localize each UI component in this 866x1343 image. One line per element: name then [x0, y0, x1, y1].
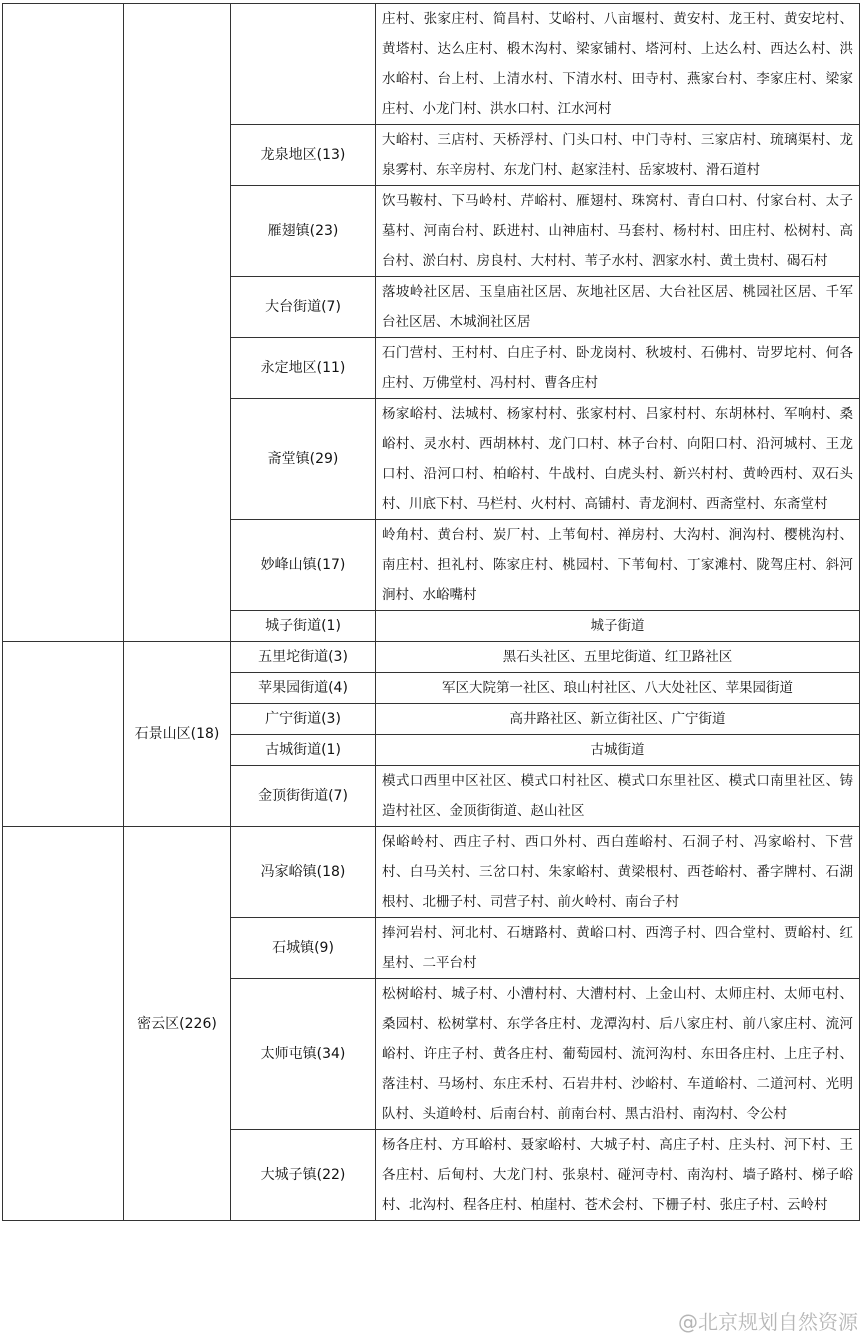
town-name: 太师屯镇(34)	[231, 979, 376, 1130]
village-list: 保峪岭村、西庄子村、西口外村、西白莲峪村、石洞子村、冯家峪村、下营村、白马关村、三岔口村、朱家峪村、黄梁根村、西苍峪村、番字牌村、石湖根村、北栅子村、司营子村、前火岭村、南台子村	[376, 827, 860, 918]
table-row	[3, 642, 860, 673]
village-list: 庄村、张家庄村、简昌村、艾峪村、八亩堰村、黄安村、龙王村、黄安坨村、黄塔村、达么庄村、椴木沟村、梁家铺村、塔河村、上达么村、西达么村、洪水峪村、台上村、上清水村、下清水村、田寺村、燕家台村、李家庄村、梁家庄村、小龙门村、洪水口村、江水河村	[376, 4, 860, 125]
village-list: 岭角村、黄台村、炭厂村、上苇甸村、禅房村、大沟村、涧沟村、樱桃沟村、南庄村、担礼村、陈家庄村、桃园村、下苇甸村、丁家滩村、陇驾庄村、斜河涧村、水峪嘴村	[376, 520, 860, 611]
town-name: 冯家峪镇(18)	[231, 827, 376, 918]
village-list: 落坡岭社区居、玉皇庙社区居、灰地社区居、大台社区居、桃园社区居、千军台社区居、木城涧社区居	[376, 277, 860, 338]
district-name: 石景山区(18)	[124, 642, 231, 827]
village-list: 大峪村、三店村、天桥浮村、门头口村、中门寺村、三家店村、琉璃渠村、龙泉雾村、东辛房村、东龙门村、赵家洼村、岳家坡村、滑石道村	[376, 125, 860, 186]
village-list: 杨家峪村、法城村、杨家村村、张家村村、吕家村村、东胡林村、军响村、桑峪村、灵水村、西胡林村、龙门口村、林子台村、向阳口村、沿河城村、王龙口村、沿河口村、柏峪村、牛战村、白虎头村、新兴村村、黄岭西村、双石头村、川底下村、马栏村、火村村、高铺村、青龙涧村、西斋堂村、东斋堂村	[376, 399, 860, 520]
district-cell-blank	[124, 4, 231, 642]
town-name: 五里坨街道(3)	[231, 642, 376, 673]
town-name: 大台街道(7)	[231, 277, 376, 338]
village-list: 古城街道	[376, 735, 860, 766]
town-name: 妙峰山镇(17)	[231, 520, 376, 611]
town-name: 龙泉地区(13)	[231, 125, 376, 186]
village-table	[2, 3, 860, 1221]
village-list: 城子街道	[376, 611, 860, 642]
town-name: 金顶街街道(7)	[231, 766, 376, 827]
village-list: 黑石头社区、五里坨街道、红卫路社区	[376, 642, 860, 673]
town-name: 古城街道(1)	[231, 735, 376, 766]
district-cell-blank	[3, 642, 124, 827]
village-list: 杨各庄村、方耳峪村、聂家峪村、大城子村、高庄子村、庄头村、河下村、王各庄村、后甸村、大龙门村、张泉村、碰河寺村、南沟村、墙子路村、梯子峪村、北沟村、程各庄村、柏崖村、苍术会村、下栅子村、张庄子村、云岭村	[376, 1130, 860, 1221]
table-row	[3, 827, 860, 918]
village-list: 军区大院第一社区、琅山村社区、八大处社区、苹果园街道	[376, 673, 860, 704]
town-name: 石城镇(9)	[231, 918, 376, 979]
watermark: @北京规划自然资源	[678, 1310, 858, 1334]
town-name: 广宁街道(3)	[231, 704, 376, 735]
town-name: 大城子镇(22)	[231, 1130, 376, 1221]
village-list: 模式口西里中区社区、模式口村社区、模式口东里社区、模式口南里社区、铸造村社区、金顶街街道、赵山社区	[376, 766, 860, 827]
table-row	[3, 4, 860, 125]
town-name: 城子街道(1)	[231, 611, 376, 642]
town-name: 苹果园街道(4)	[231, 673, 376, 704]
town-name: 雁翅镇(23)	[231, 186, 376, 277]
town-name: 斋堂镇(29)	[231, 399, 376, 520]
district-cell-blank	[3, 827, 124, 1221]
village-list: 石门营村、王村村、白庄子村、卧龙岗村、秋坡村、石佛村、岢罗坨村、何各庄村、万佛堂村、冯村村、曹各庄村	[376, 338, 860, 399]
village-list: 饮马鞍村、下马岭村、芹峪村、雁翅村、珠窝村、青白口村、付家台村、太子墓村、河南台村、跃进村、山神庙村、马套村、杨村村、田庄村、松树村、高台村、淤白村、房良村、大村村、苇子水村、泗家水村、黄土贵村、碣石村	[376, 186, 860, 277]
district-name: 密云区(226)	[124, 827, 231, 1221]
village-list: 高井路社区、新立街社区、广宁街道	[376, 704, 860, 735]
village-list: 捧河岩村、河北村、石塘路村、黄峪口村、西湾子村、四合堂村、贾峪村、红星村、二平台村	[376, 918, 860, 979]
town-name	[231, 4, 376, 125]
district-cell-blank	[3, 4, 124, 642]
village-list: 松树峪村、城子村、小漕村村、大漕村村、上金山村、太师庄村、太师屯村、桑园村、松树掌村、东学各庄村、龙潭沟村、后八家庄村、前八家庄村、流河峪村、许庄子村、黄各庄村、葡萄园村、流河沟村、东田各庄村、上庄子村、落洼村、马场村、东庄禾村、石岩井村、沙峪村、车道峪村、二道河村、光明队村、头道岭村、后南台村、前南台村、黑古沿村、南沟村、令公村	[376, 979, 860, 1130]
town-name: 永定地区(11)	[231, 338, 376, 399]
